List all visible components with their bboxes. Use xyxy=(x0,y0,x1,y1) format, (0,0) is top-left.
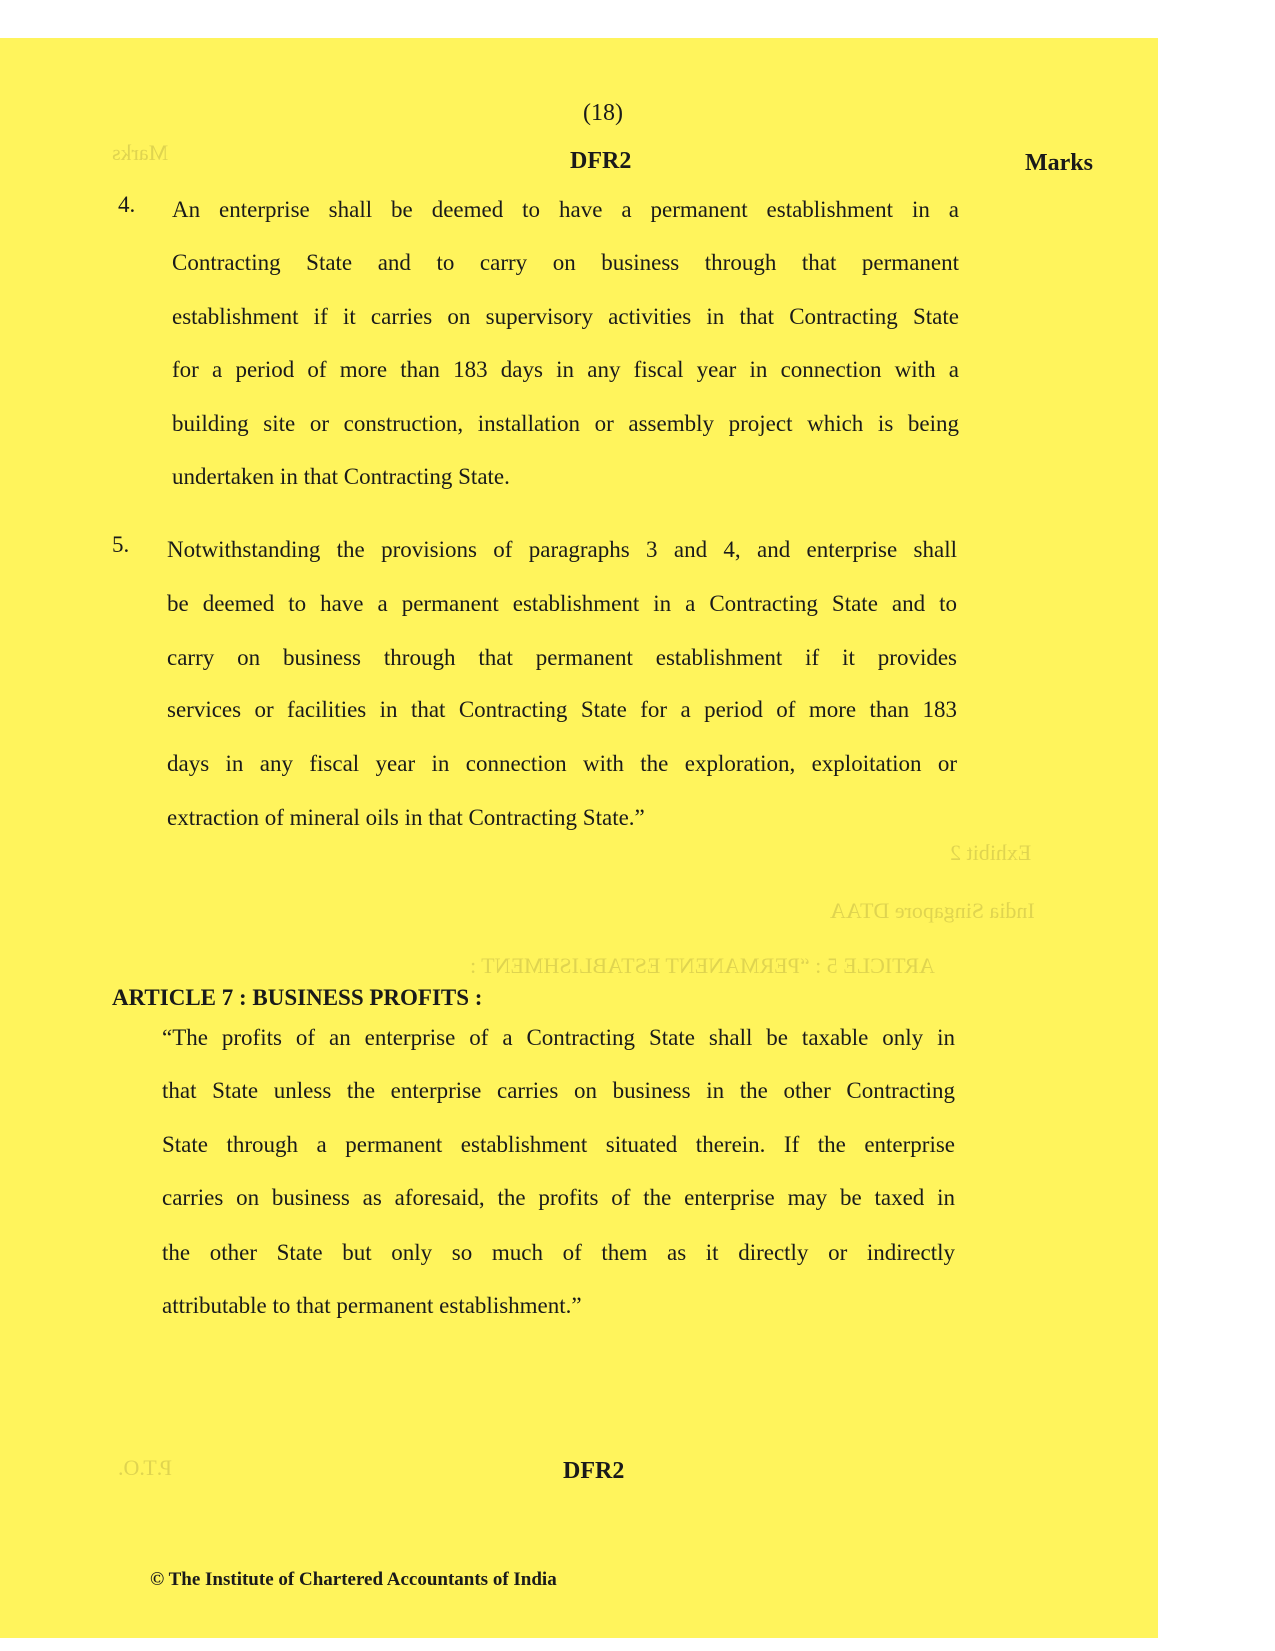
marks-label: Marks xyxy=(1025,150,1093,176)
page-code-top: DFR2 xyxy=(570,148,632,174)
paragraph-5-number: 5. xyxy=(112,532,130,557)
article-7-line-6: attributable to that permanent establishment.” xyxy=(162,1293,582,1318)
paper-sheet xyxy=(0,38,1158,1638)
bleed-through-article5: ARTICLE 5 : “PERMANENT ESTABLISHMENT : xyxy=(470,953,935,978)
paragraph-4-line-3: establishment if it carries on supervisory activities in that Contracting State xyxy=(172,304,959,329)
paragraph-4-line-4: for a period of more than 183 days in any fiscal year in connection with a xyxy=(172,357,959,382)
page-number: (18) xyxy=(583,100,623,126)
article-7-line-2: that State unless the enterprise carries on business in the other Contracting xyxy=(162,1078,955,1103)
paragraph-5-line-5: days in any fiscal year in connection with the exploration, exploitation or xyxy=(167,751,957,776)
copyright-footer: © The Institute of Chartered Accountants of India xyxy=(150,1569,557,1590)
paragraph-5-line-4: services or facilities in that Contracting State for a period of more than 183 xyxy=(167,697,957,722)
paragraph-4-line-6: undertaken in that Contracting State. xyxy=(172,464,510,489)
bleed-through-marks: Marks xyxy=(112,140,169,165)
page-code-bottom: DFR2 xyxy=(563,1458,625,1484)
article-7-line-5: the other State but only so much of them as it directly or indirectly xyxy=(162,1240,955,1265)
article-7-line-4: carries on business as aforesaid, the profits of the enterprise may be taxed in xyxy=(162,1185,955,1210)
bleed-through-dtaa: India Singapore DTAA xyxy=(830,898,1035,923)
paragraph-5-line-2: be deemed to have a permanent establishment in a Contracting State and to xyxy=(167,591,957,616)
paragraph-5-line-1: Notwithstanding the provisions of paragraphs 3 and 4, and enterprise shall xyxy=(167,537,957,562)
paragraph-4-number: 4. xyxy=(118,192,136,217)
paragraph-5-line-6: extraction of mineral oils in that Contracting State.” xyxy=(167,805,645,830)
bleed-through-exhibit: Exhibit 2 xyxy=(950,840,1032,865)
article-7-line-1: “The profits of an enterprise of a Contracting State shall be taxable only in xyxy=(162,1025,955,1050)
article-7-heading: ARTICLE 7 : BUSINESS PROFITS : xyxy=(112,985,483,1010)
bleed-through-pto: P.T.O. xyxy=(118,1455,172,1480)
paragraph-4-line-1: An enterprise shall be deemed to have a permanent establishment in a xyxy=(172,197,959,222)
paragraph-5-line-3: carry on business through that permanent establishment if it provides xyxy=(167,645,957,670)
article-7-line-3: State through a permanent establishment situated therein. If the enterprise xyxy=(162,1132,955,1157)
paragraph-4-line-5: building site or construction, installation or assembly project which is being xyxy=(172,411,959,436)
paragraph-4-line-2: Contracting State and to carry on business through that permanent xyxy=(172,250,959,275)
